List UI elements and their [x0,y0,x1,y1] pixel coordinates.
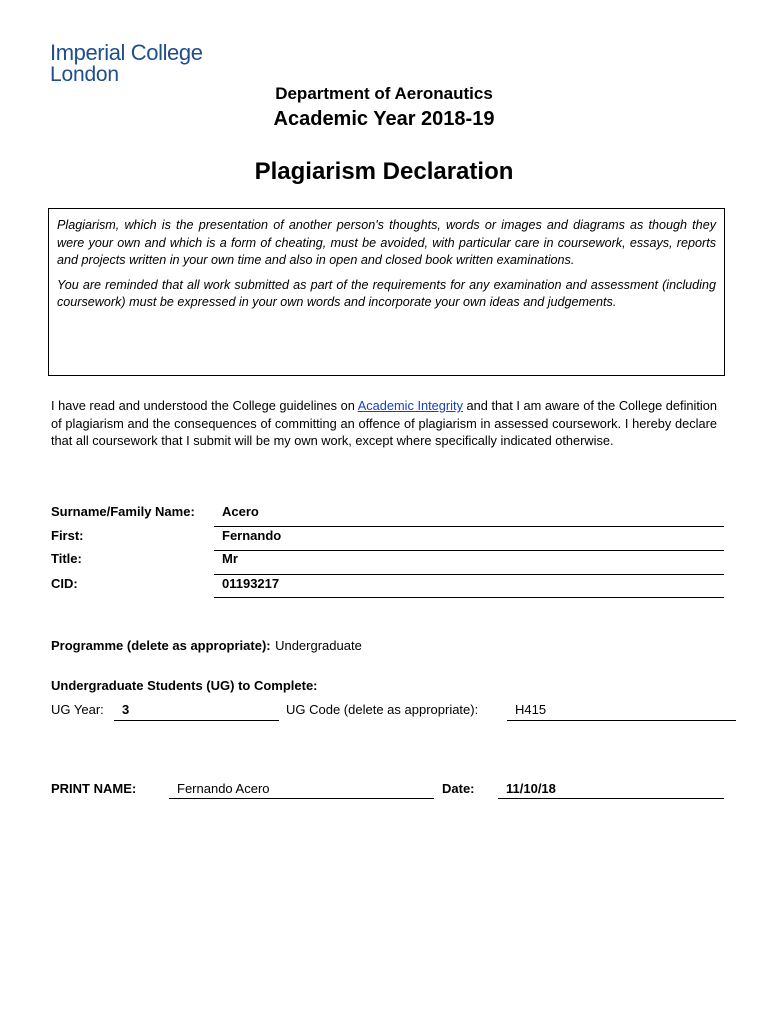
ug-heading: Undergraduate Students (UG) to Complete: [51,678,318,693]
title-underline [214,574,724,575]
programme-label: Programme (delete as appropriate): [51,638,271,653]
ug-code-value: H415 [515,702,547,717]
declaration-text-end: and that I am aware of the College definition of plagiarism and the consequences of committing an offence of plagiarism in assessed coursework. I hereby declare that all coursework that I submit will be my own work, except where specifically indicated otherwise. [51,398,717,448]
plagiarism-definition-paragraph: Plagiarism, which is the presentation of another person's thoughts, words or images and diagrams as though they were your own and which is a form of cheating, must be avoided, with particular care in coursework, essays, reports and projects written in your own time and also in open and closed book written examinations. [57,218,716,268]
print-name-underline [169,798,434,799]
ug-year-label: UG Year: [51,702,104,717]
logo-line-2: London [50,63,119,86]
surname-label: Surname/Family Name: [51,504,195,519]
imperial-college-logo [50,42,203,86]
logo-line-1: Imperial College [50,40,203,65]
department-heading: Department of Aeronautics [275,84,493,103]
academic-year-heading: Academic Year 2018-19 [273,108,495,130]
title-value: Mr [222,551,238,566]
plagiarism-notice-box [48,208,725,376]
academic-integrity-link[interactable]: Academic Integrity [357,398,463,413]
date-label: Date: [442,781,475,796]
cid-label: CID: [51,576,78,591]
ug-code-underline [507,720,736,721]
title-label: Title: [51,551,82,566]
first-name-label: First: [51,528,84,543]
reminder-paragraph: You are reminded that all work submitted as part of the requirements for any examination and assessment (including coursework) must be expressed in your own words and incorporate your own ideas and judgements. [57,277,716,310]
first-name-value: Fernando [222,528,282,543]
ug-year-value: 3 [122,702,130,717]
print-name-label: PRINT NAME: [51,781,137,796]
first-name-underline [214,550,724,551]
surname-value: Acero [222,504,259,519]
ug-year-underline [114,720,279,721]
declaration-text-start: I have read and understood the College guidelines on [51,398,358,413]
cid-underline [214,597,724,598]
date-underline [498,798,724,799]
surname-underline [214,526,724,527]
ug-code-label: UG Code (delete as appropriate): [286,702,479,717]
declaration-paragraph [51,397,717,450]
cid-value: 01193217 [222,576,280,591]
print-name-value: Fernando Acero [177,781,270,796]
date-value: 11/10/18 [506,781,556,796]
programme-row [51,637,362,655]
page-title: Plagiarism Declaration [254,158,514,185]
programme-value: Undergraduate [275,638,362,653]
